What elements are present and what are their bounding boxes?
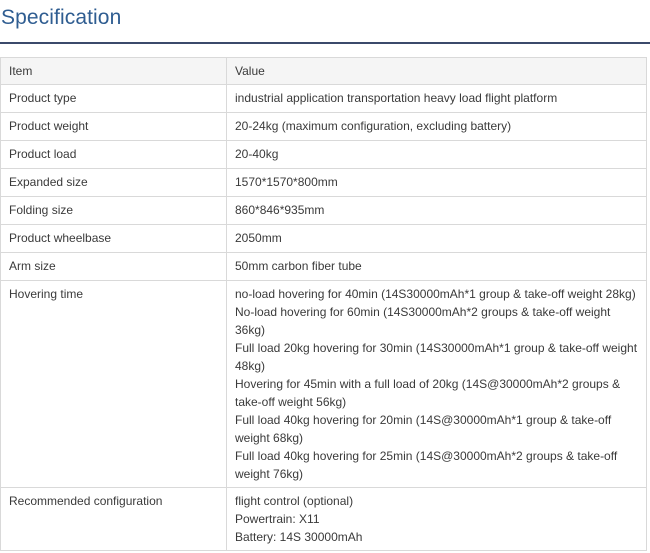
specification-table [0, 57, 647, 551]
spec-value-cell [227, 253, 647, 281]
spec-value-line: 1570*1570*800mm [235, 175, 338, 189]
spec-item-cell: Arm size [1, 253, 227, 281]
table-body [1, 85, 647, 551]
spec-value-cell [227, 169, 647, 197]
spec-item-cell: Product weight [1, 113, 227, 141]
table-row [1, 113, 647, 141]
spec-value-line: Full load 40kg hovering for 25min (14S@30000mAh*2 groups & take-off weight 76kg) [235, 449, 618, 481]
spec-item-cell: Product wheelbase [1, 225, 227, 253]
spec-value-line: 2050mm [235, 231, 282, 245]
spec-item-cell: Expanded size [1, 169, 227, 197]
table-row [1, 281, 647, 488]
spec-value-cell [227, 85, 647, 113]
specification-header [0, 0, 650, 44]
column-header-item: Item [1, 58, 227, 85]
spec-value-line: industrial application transportation heavy load flight platform [235, 91, 558, 105]
spec-value-line: No-load hovering for 60min (14S30000mAh*2 groups & take-off weight 36kg) [235, 305, 611, 337]
table-header [1, 58, 647, 85]
table-header-row [1, 58, 647, 85]
spec-item-cell: Product load [1, 141, 227, 169]
table-row [1, 85, 647, 113]
spec-value-line: 20-24kg (maximum configuration, excluding battery) [235, 119, 512, 133]
spec-item-cell: Folding size [1, 197, 227, 225]
spec-item-cell: Product type [1, 85, 227, 113]
column-header-value: Value [227, 58, 647, 85]
spec-value-cell [227, 225, 647, 253]
spec-value-line: Battery: 14S 30000mAh [235, 530, 363, 544]
table-row [1, 141, 647, 169]
table-row [1, 488, 647, 551]
spec-value-line: no-load hovering for 40min (14S30000mAh*1 group & take-off weight 28kg) [235, 287, 636, 301]
table-row [1, 225, 647, 253]
spec-value-line: Full load 20kg hovering for 30min (14S30000mAh*1 group & take-off weight 48kg) [235, 341, 638, 373]
spec-item-cell: Recommended configuration [1, 488, 227, 551]
spec-value-line: 860*846*935mm [235, 203, 325, 217]
spec-item-cell: Hovering time [1, 281, 227, 488]
spec-value-line: Powertrain: X11 [235, 512, 320, 526]
table-row [1, 169, 647, 197]
spec-value-line: Hovering for 45min with a full load of 20kg (14S@30000mAh*2 groups & take-off weight 56kg) [235, 377, 621, 409]
page-title: Specification [1, 6, 122, 29]
spec-value-line: Full load 40kg hovering for 20min (14S@30000mAh*1 group & take-off weight 68kg) [235, 413, 612, 445]
spec-value-cell [227, 113, 647, 141]
spec-value-cell [227, 197, 647, 225]
spec-value-cell [227, 141, 647, 169]
spec-value-line: 20-40kg [235, 147, 279, 161]
spec-value-cell [227, 488, 647, 551]
table-row [1, 197, 647, 225]
spec-value-line: 50mm carbon fiber tube [235, 259, 362, 273]
table-row [1, 253, 647, 281]
spec-value-line: flight control (optional) [235, 494, 354, 508]
spec-value-cell [227, 281, 647, 488]
